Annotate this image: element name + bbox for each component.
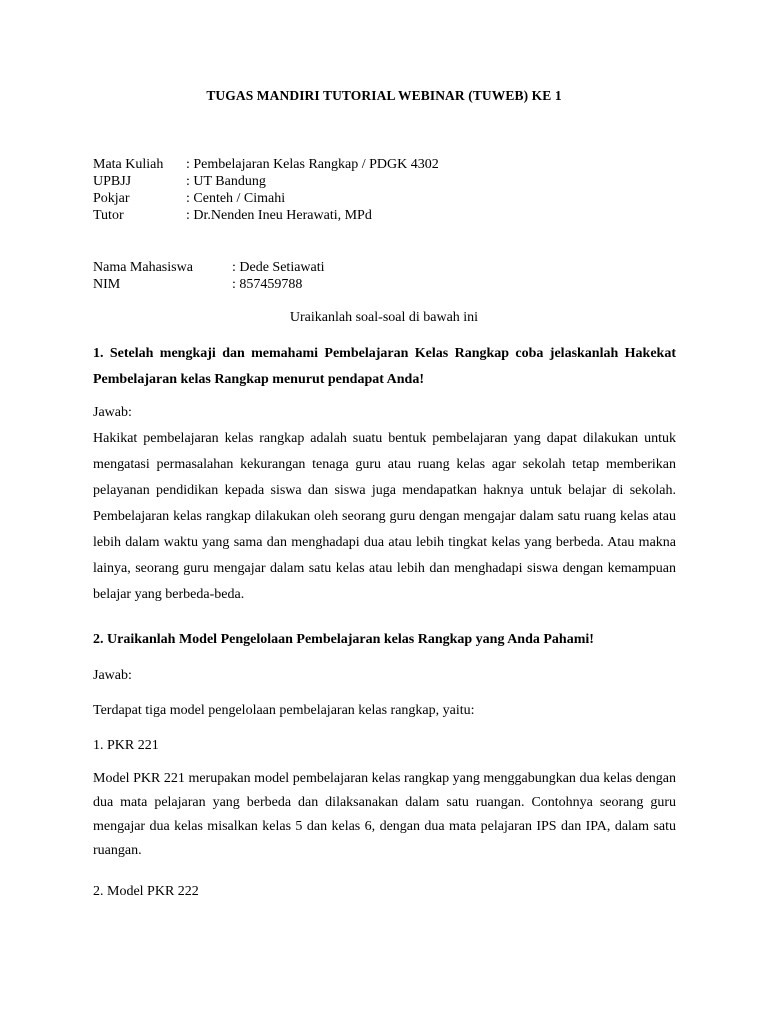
info-value: : Centeh / Cimahi xyxy=(186,191,286,206)
student-info-row xyxy=(93,276,325,293)
info-value: : 857459788 xyxy=(232,277,303,292)
model-1-paragraph: Model PKR 221 merupakan model pembelajaran kelas rangkap yang menggabungkan dua kelas dengan dua mata pelajaran yang berbeda dan dilaksanakan dalam satu ruangan. Contohnya seorang guru mengajar dua kelas misalkan kelas 5 dan kelas 6, dengan dua mata pelajaran IPS dan IPA, dalam satu ruangan. xyxy=(93,771,676,858)
info-label: Pokjar xyxy=(93,191,130,206)
document-title: TUGAS MANDIRI TUTORIAL WEBINAR (TUWEB) KE 1 xyxy=(206,88,562,103)
course-info-row xyxy=(93,207,439,224)
info-label: NIM xyxy=(93,277,121,292)
student-info-row xyxy=(93,259,325,276)
model-2-heading: 2. Model PKR 222 xyxy=(93,884,199,899)
info-label: Mata Kuliah xyxy=(93,157,164,172)
info-label: UPBJJ xyxy=(93,174,132,189)
instruction-text: Uraikanlah soal-soal di bawah ini xyxy=(289,310,479,325)
course-info-row xyxy=(93,156,439,173)
course-info xyxy=(93,156,439,224)
answer-label-1: Jawab: xyxy=(93,405,132,420)
answer-2-intro: Terdapat tiga model pengelolaan pembelajaran kelas rangkap, yaitu: xyxy=(93,703,475,718)
answer-label-2: Jawab: xyxy=(93,668,132,683)
question-1: 1. Setelah mengkaji dan memahami Pembelajaran Kelas Rangkap coba jelaskanlah Hakekat Pembelajaran kelas Rangkap menurut pendapat Anda! xyxy=(93,346,676,387)
info-label: Tutor xyxy=(93,208,124,223)
info-label: Nama Mahasiswa xyxy=(93,260,193,275)
course-info-row xyxy=(93,190,439,207)
course-info-row xyxy=(93,173,439,190)
student-info xyxy=(93,259,325,293)
info-value: : Dr.Nenden Ineu Herawati, MPd xyxy=(186,208,372,223)
info-value: : UT Bandung xyxy=(186,174,266,189)
info-value: : Dede Setiawati xyxy=(232,260,325,275)
info-value: : Pembelajaran Kelas Rangkap / PDGK 4302 xyxy=(186,157,439,172)
answer-1-paragraph: Hakikat pembelajaran kelas rangkap adalah suatu bentuk pembelajaran yang dapat dilakukan untuk mengatasi permasalahan kekurangan tenaga guru atau ruang kelas agar sekolah tetap memberikan pelayanan pendidikan kepada siswa dan siswa juga mendapatkan haknya untuk belajar di sekolah. Pembelajaran kelas rangkap dilakukan oleh seorang guru dengan mengajar dalam satu ruang kelas atau lebih dalam waktu yang sama dan menghadapi dua atau lebih tingkat kelas yang berbeda. Atau makna lainya, seorang guru mengajar dalam satu kelas atau lebih dan menghadapi siswa dengan kemampuan belajar yang berbeda-beda. xyxy=(93,431,676,602)
question-2: 2. Uraikanlah Model Pengelolaan Pembelajaran kelas Rangkap yang Anda Pahami! xyxy=(93,632,594,647)
model-1-heading: 1. PKR 221 xyxy=(93,738,159,753)
